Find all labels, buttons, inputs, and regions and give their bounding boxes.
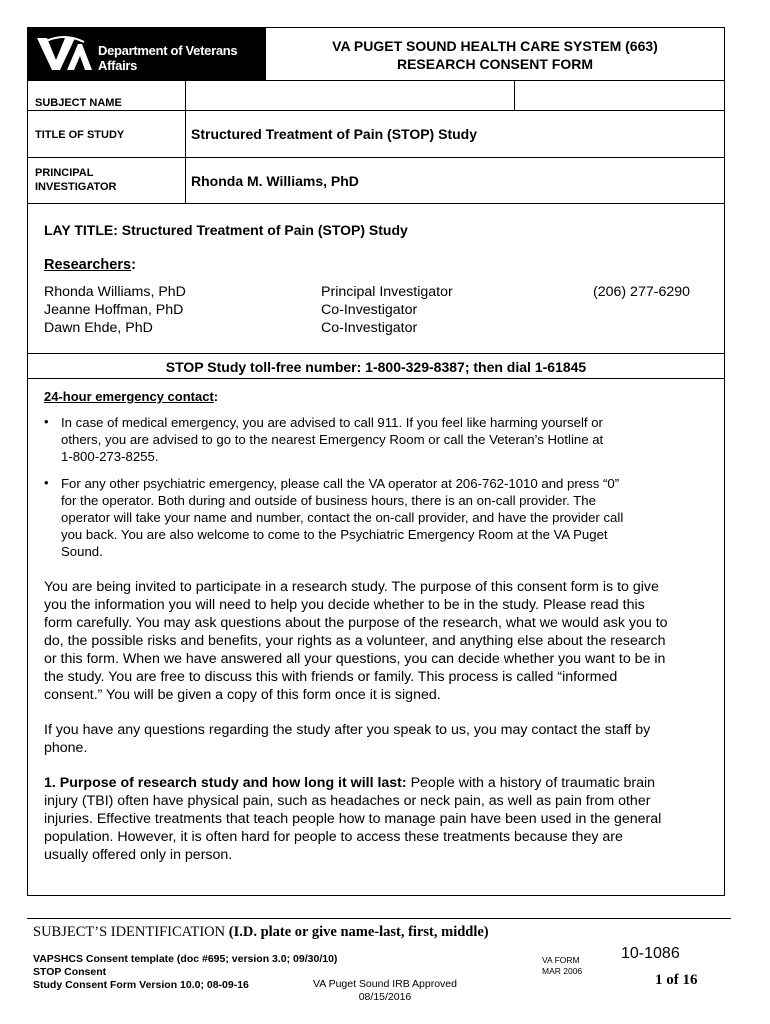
text-line: you back. You are also welcome to come to the Psychiatric Emergency Room at the VA Puget	[61, 527, 608, 542]
section-1-heading: 1. Purpose of research study and how long it will last:	[44, 775, 407, 791]
divider	[27, 353, 725, 354]
text-line: VA FORM	[542, 955, 580, 965]
divider	[27, 378, 725, 379]
text-line: injury (TBI) often have physical pain, such as headaches or neck pain, as well as pain from other	[44, 793, 651, 809]
researcher-name: Jeanne Hoffman, PhD	[44, 302, 184, 318]
va-seal-icon	[34, 34, 94, 74]
contact-paragraph	[44, 721, 650, 757]
text-line: Sound.	[61, 544, 103, 559]
text-line: do, the possible risks and benefits, your rights as a volunteer, and anything else about the research	[44, 633, 666, 649]
text-line: for the operator. Both during and outside of business hours, there is an on-call provider. The	[61, 493, 596, 508]
divider	[27, 203, 725, 204]
text-span: People with a history of traumatic brain	[406, 775, 656, 791]
text-line: the study. You are free to discuss this with friends or family. This process is called “informed	[44, 669, 618, 685]
page-title	[265, 37, 725, 73]
title-line-2: RESEARCH CONSENT FORM	[396, 56, 593, 72]
text-line: For any other psychiatric emergency, please call the VA operator at 206-762-1010 and press “0”	[61, 476, 620, 491]
text-line: or this form. When we have answered all your questions, you can decide whether you want to be in	[44, 651, 666, 667]
divider	[27, 157, 725, 158]
form-number: 10-1086	[621, 945, 680, 962]
researcher-name: Rhonda Williams, PhD	[44, 284, 186, 300]
irb-approval-stamp	[300, 978, 470, 1004]
divider	[27, 80, 725, 81]
text-line: If you have any questions regarding the study after you speak to us, you may contact the staff by	[44, 722, 651, 738]
researchers-heading-text: Researchers	[44, 257, 132, 273]
text-line: STOP Consent	[33, 966, 107, 978]
text-line: VAPSHCS Consent template (doc #695; version 3.0; 09/30/10)	[33, 953, 338, 965]
va-logo-banner	[28, 28, 265, 80]
subject-name-label: SUBJECT NAME	[35, 97, 122, 109]
text-line: MAR 2006	[542, 966, 583, 976]
divider	[514, 80, 515, 110]
text-line: phone.	[44, 740, 88, 756]
bullet-icon: •	[44, 414, 49, 429]
divider	[27, 110, 725, 111]
title-of-study-label: TITLE OF STUDY	[35, 129, 125, 141]
section-1-purpose	[44, 774, 661, 864]
divider	[185, 80, 186, 110]
researcher-role: Co-Investigator	[321, 302, 418, 318]
text-line	[44, 774, 661, 792]
consent-intro-paragraph	[44, 578, 668, 704]
text-line: You are being invited to participate in a research study. The purpose of this consent form is to give	[44, 579, 659, 595]
emergency-bullet-1	[61, 414, 603, 465]
text-line: In case of medical emergency, you are advised to call 911. If you feel like harming yourself or	[61, 415, 603, 430]
lay-title: LAY TITLE: Structured Treatment of Pain (STOP) Study	[44, 222, 408, 238]
va-form-label	[542, 955, 582, 977]
text-line: consent.” You will be given a copy of this form once it is signed.	[44, 687, 441, 703]
researcher-name: Dawn Ehde, PhD	[44, 320, 153, 336]
footer-rule	[27, 918, 731, 919]
researchers-heading-colon: :	[131, 257, 136, 273]
text-line: usually offered only in person.	[44, 847, 233, 863]
text-line: Study Consent Form Version 10.0; 08-09-16	[33, 979, 249, 991]
principal-investigator-label	[35, 166, 117, 194]
page-number: 1 of 16	[655, 972, 698, 988]
agency-name: Department of Veterans Affairs	[98, 43, 238, 73]
emergency-heading-colon: :	[213, 389, 219, 404]
emergency-heading	[44, 389, 218, 404]
researcher-role: Principal Investigator	[321, 284, 453, 300]
text-line: VA Puget Sound IRB Approved	[313, 978, 457, 990]
researcher-role: Co-Investigator	[321, 320, 418, 336]
principal-investigator-value: Rhonda M. Williams, PhD	[191, 173, 359, 189]
researcher-phone: (206) 277-6290	[593, 284, 691, 300]
text-line: you the information you will need to help you decide whether to be in the study. Please read this	[44, 597, 645, 613]
text-line: operator will take your name and number, contact the on-call provider, and have the provider call	[61, 510, 624, 525]
text-line: injuries. Effective treatments that teach people how to manage pain have been used in the general	[44, 811, 662, 827]
title-of-study-value: Structured Treatment of Pain (STOP) Study	[191, 126, 478, 142]
tollfree-number: STOP Study toll-free number: 1-800-329-8387; then dial 1-61845	[165, 359, 587, 375]
text-line: population. However, it is often hard for people to access these treatments because they are	[44, 829, 623, 845]
pi-label-line-2: INVESTIGATOR	[35, 181, 117, 193]
text-span: (I.D. plate or give name-last, first, middle)	[228, 924, 489, 940]
emergency-heading-text: 24-hour emergency contact	[44, 389, 214, 404]
bullet-icon: •	[44, 475, 49, 490]
text-line: others, you are advised to go to the nearest Emergency Room or call the Veteran’s Hotline at	[61, 432, 604, 447]
text-line: 1-800-273-8255.	[61, 449, 159, 464]
subject-name-field[interactable]	[190, 84, 510, 106]
text-span: SUBJECT’S IDENTIFICATION	[33, 924, 229, 940]
text-line: 08/15/2016	[358, 991, 412, 1003]
text-line: form carefully. You may ask questions about the purpose of the research, what we would ask you to	[44, 615, 668, 631]
divider	[265, 28, 266, 80]
pi-label-line-1: PRINCIPAL	[35, 167, 94, 179]
emergency-bullet-2	[61, 475, 623, 560]
researchers-heading	[44, 257, 136, 273]
subject-identification	[33, 924, 489, 941]
title-line-1: VA PUGET SOUND HEALTH CARE SYSTEM (663)	[332, 38, 658, 54]
footer-template-info	[33, 953, 337, 992]
